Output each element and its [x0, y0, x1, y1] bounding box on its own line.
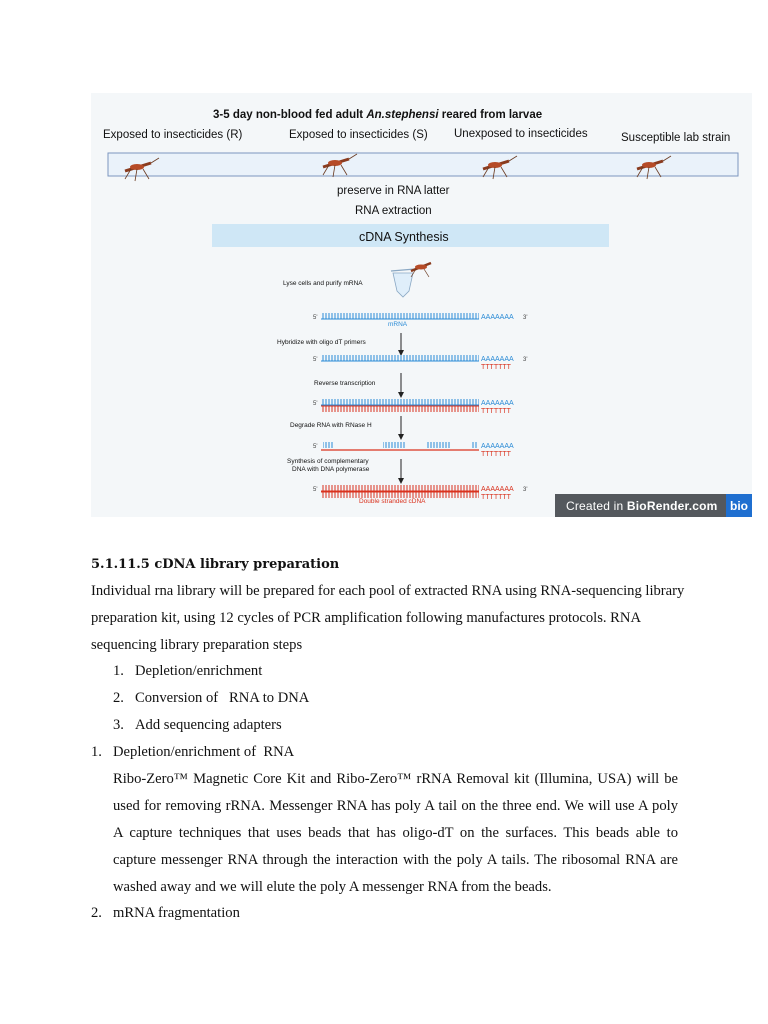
mrna-strand — [321, 355, 479, 361]
label-5prime: 5' — [313, 487, 318, 493]
mrna-strand — [321, 313, 479, 319]
label-5prime: 5' — [313, 401, 318, 407]
label-3prime: 3' — [523, 315, 528, 321]
list-item-fragmentation: 2. mRNA fragmentation — [91, 905, 240, 921]
label-5prime: 5' — [313, 315, 318, 321]
group-label-s: Exposed to insecticides (S) — [289, 129, 428, 141]
polya-tail: AAAAAAA — [481, 314, 514, 321]
list-item-depletion: 1. Depletion/enrichment of RNA — [91, 744, 295, 760]
cdna-strand — [321, 406, 479, 412]
credit-brand: BioRender.com — [626, 498, 718, 513]
ds-cdna-strand — [321, 485, 479, 491]
group-label-lab: Susceptible lab strain — [621, 132, 731, 144]
degrade-label: Degrade RNA with RNase H — [290, 422, 372, 429]
hybridize-label: Hybridize with oligo dT primers — [277, 339, 366, 346]
step-preserve: preserve in RNA latter — [337, 185, 450, 197]
step-cdna: cDNA Synthesis — [359, 230, 449, 244]
polyt-primer: TTTTTTT — [481, 494, 511, 501]
reverse-label: Reverse transcription — [314, 380, 376, 387]
group-label-unexposed: Unexposed to insecticides — [454, 128, 588, 140]
polya-tail: AAAAAAA — [481, 400, 514, 407]
mrna-label: mRNA — [388, 321, 408, 328]
lyse-label: Lyse cells and purify mRNA — [283, 280, 363, 287]
workflow-diagram — [91, 93, 752, 517]
polya-tail: AAAAAAA — [481, 356, 514, 363]
steps-list — [113, 658, 309, 739]
tube-icon — [391, 269, 415, 297]
biorender-figure — [91, 93, 752, 517]
polyt-primer: TTTTTTT — [481, 451, 511, 458]
label-3prime: 3' — [523, 487, 528, 493]
polya-tail: AAAAAAA — [481, 486, 514, 493]
label-5prime: 5' — [313, 444, 318, 450]
polyt-primer: TTTTTTT — [481, 408, 511, 415]
label-5prime: 5' — [313, 357, 318, 363]
synthesis-label-2: DNA with DNA polymerase — [292, 466, 370, 473]
figure-title: 3-5 day non-blood fed adult An.stephensi reared from larvae — [213, 109, 543, 121]
depletion-body: Ribo-Zero™ Magnetic Core Kit and Ribo-Zero™ rRNA Removal kit (Illumina, USA) will be used for removing rRNA. Messenger RNA has poly A tail on the three end. We will use A poly A capture techniques that uses beads that has oligo-dT on the surfaces. This beads able to capture messenger RNA through the interaction with the poly A tails. The ribosomal RNA are washed away and we will elute the poly A messenger RNA from the beads. — [113, 771, 678, 895]
step-extraction: RNA extraction — [355, 205, 432, 217]
section-heading: 5.1.11.5 cDNA library preparation — [91, 557, 340, 572]
double-stranded-label: Double stranded cDNA — [359, 498, 426, 505]
list-item: 2. Conversion of RNA to DNA — [113, 690, 310, 706]
mrna-strand — [321, 399, 479, 405]
polya-tail: AAAAAAA — [481, 443, 514, 450]
label-3prime: 3' — [523, 357, 528, 363]
biorender-logo: bio — [726, 494, 752, 517]
list-item: 3. Add sequencing adapters — [113, 717, 282, 733]
list-item: 1. Depletion/enrichment — [113, 663, 263, 679]
polyt-primer: TTTTTTT — [481, 364, 511, 371]
intro-paragraph: Individual rna library will be prepared for each pool of extracted RNA using RNA-sequencing library preparation kit, using 12 cycles of PCR amplification following manufactures protocols. RNA sequencing library preparation steps — [91, 583, 685, 653]
group-label-r: Exposed to insecticides (R) — [103, 129, 243, 141]
synthesis-label-1: Synthesis of complementary — [287, 458, 369, 465]
credit-pre: Created in — [566, 498, 627, 513]
biorender-credit — [555, 494, 752, 517]
mosquito-icon — [411, 263, 431, 277]
